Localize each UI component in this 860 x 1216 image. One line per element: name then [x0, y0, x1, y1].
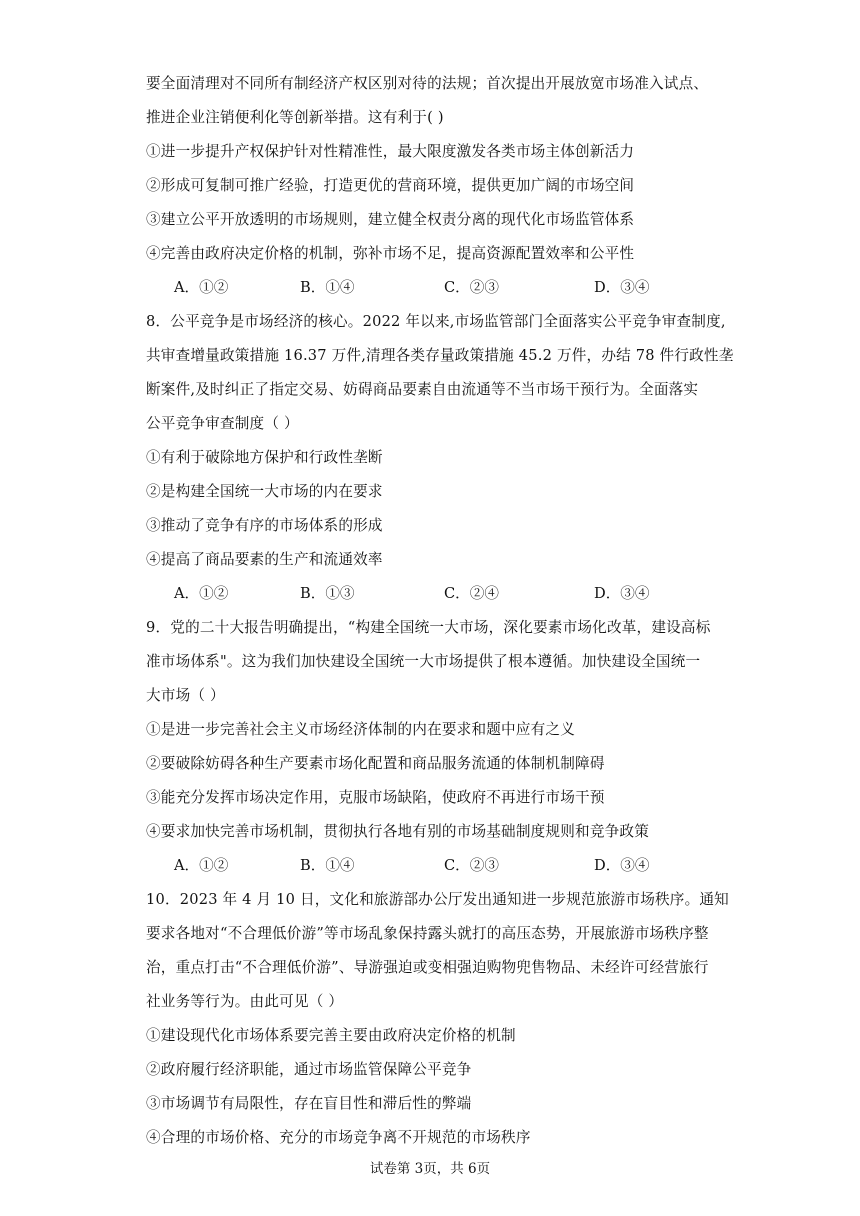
q7-option: ③建立公平开放透明的市场规则，建立健全权责分离的现代化市场监管体系: [146, 211, 635, 228]
q10-stem-line: 要求各地对“不合理低价游”等市场乱象保持露头就打的高压态势，开展旅游市场秩序整: [146, 925, 709, 942]
q8-option: ①有利于破除地方保护和行政性垄断: [146, 449, 383, 466]
q8-stem-line: 公平竞争审查制度（ ）: [146, 415, 299, 432]
q10-option: ②政府履行经济职能，通过市场监管保障公平竞争: [146, 1061, 472, 1078]
choice-c[interactable]: C．②③: [444, 857, 499, 874]
q7-option: ②形成可复制可推广经验，打造更优的营商环境，提供更加广阔的市场空间: [146, 177, 635, 194]
choice-c[interactable]: C．②④: [444, 585, 499, 602]
q10-option: ①建设现代化市场体系要完善主要由政府决定价格的机制: [146, 1027, 516, 1044]
q10-option: ③市场调节有局限性，存在盲目性和滞后性的弊端: [146, 1095, 472, 1112]
q8-option: ②是构建全国统一大市场的内在要求: [146, 483, 383, 500]
q7-stem-line: 要全面清理对不同所有制经济产权区别对待的法规；首次提出开展放宽市场准入试点、: [146, 75, 709, 92]
q7-stem-line: 推进企业注销便利化等创新举措。这有利于( ): [146, 109, 444, 126]
q8-stem-line: 8．公平竞争是市场经济的核心。2022 年以来,市场监管部门全面落实公平竞争审查制度,: [146, 313, 726, 330]
q9-option: ③能充分发挥市场决定作用，克服市场缺陷，使政府不再进行市场干预: [146, 789, 605, 806]
q10-option: ④合理的市场价格、充分的市场竞争离不开规范的市场秩序: [146, 1129, 531, 1146]
choice-b[interactable]: B．①③: [300, 585, 355, 602]
q8-stem-line: 断案件,及时纠正了指定交易、妨碍商品要素自由流通等不当市场干预行为。全面落实: [146, 381, 699, 398]
q7-option: ④完善由政府决定价格的机制，弥补市场不足，提高资源配置效率和公平性: [146, 245, 635, 262]
q10-stem-line: 治，重点打击“不合理低价游”、导游强迫或变相强迫购物兜售物品、未经许可经营旅行: [146, 959, 709, 976]
q9-stem-line: 大市场（ ）: [146, 687, 225, 704]
choice-a[interactable]: A．①②: [174, 585, 229, 602]
q8-option: ③推动了竞争有序的市场体系的形成: [146, 517, 383, 534]
q9-option: ①是进一步完善社会主义市场经济体制的内在要求和题中应有之义: [146, 721, 576, 738]
q8-stem-line: 共审查增量政策措施 16.37 万件,清理各类存量政策措施 45.2 万件，办结 78 件行政性垄: [146, 347, 734, 364]
choice-b[interactable]: B．①④: [300, 279, 355, 296]
q7-option: ①进一步提升产权保护针对性精准性，最大限度激发各类市场主体创新活力: [146, 143, 635, 160]
choice-a[interactable]: A．①②: [174, 279, 229, 296]
choice-d[interactable]: D．③④: [594, 857, 650, 874]
q10-stem-line: 社业务等行为。由此可见（ ）: [146, 993, 344, 1010]
q9-stem-line: 准市场体系"。这为我们加快建设全国统一大市场提供了根本遵循。加快建设全国统一: [146, 653, 701, 670]
choice-d[interactable]: D．③④: [594, 279, 650, 296]
q9-option: ④要求加快完善市场机制，贯彻执行各地有别的市场基础制度规则和竞争政策: [146, 823, 649, 840]
q9-stem-line: 9．党的二十大报告明确提出，“构建全国统一大市场，深化要素市场化改革，建设高标: [146, 619, 711, 636]
q8-option: ④提高了商品要素的生产和流通效率: [146, 551, 383, 568]
q9-option: ②要破除妨碍各种生产要素市场化配置和商品服务流通的体制机制障碍: [146, 755, 605, 772]
choice-b[interactable]: B．①④: [300, 857, 355, 874]
choice-d[interactable]: D．③④: [594, 585, 650, 602]
q10-stem-line: 10．2023 年 4 月 10 日，文化和旅游部办公厅发出通知进一步规范旅游市场秩序。通知: [146, 891, 729, 908]
choice-a[interactable]: A．①②: [174, 857, 229, 874]
choice-c[interactable]: C．②③: [444, 279, 499, 296]
page-footer: 试卷第 3页，共 6页: [369, 1161, 491, 1177]
